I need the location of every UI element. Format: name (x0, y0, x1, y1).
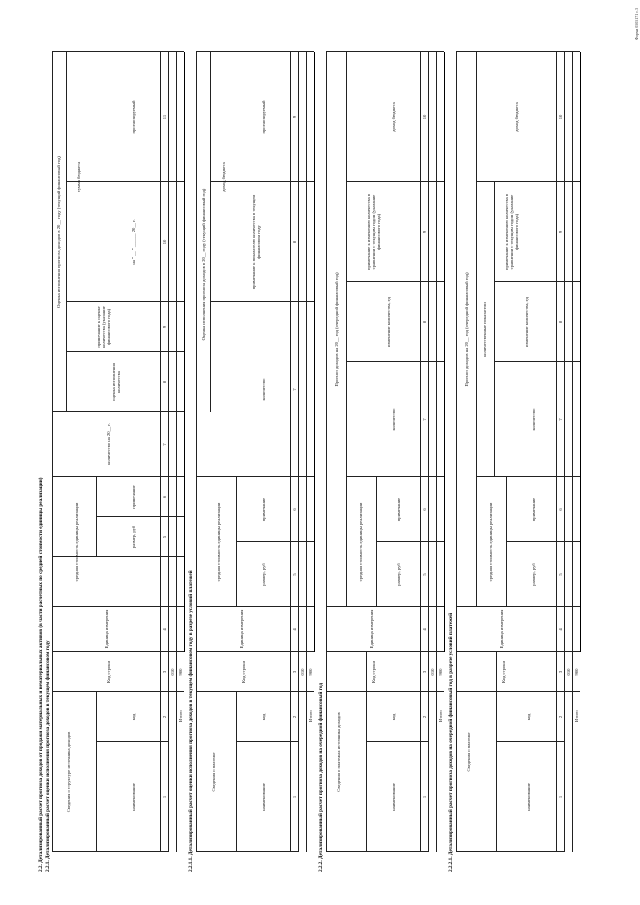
col-number: 4 (422, 628, 427, 631)
header-note: примечание (396, 497, 401, 522)
col-number: 8 (292, 240, 297, 244)
col-number: 1 (422, 795, 427, 799)
header-source: Сведения о платеже (466, 732, 471, 772)
header-avg-cost: средняя стоимость единицы реализации (488, 502, 493, 582)
col-number: 1 (162, 795, 167, 799)
header-size: размер, руб (261, 563, 266, 586)
header-change-note: примечание к изменению количества в сравнении с текущим годом (указание финансового года) (504, 194, 519, 270)
header-unit: Единица измерения (499, 609, 504, 649)
col-number: 9 (292, 115, 297, 119)
header-quantity: количество (391, 408, 396, 431)
header-forecast: Прогноз доходов на 20__ год (очередной финансовый год) (334, 272, 339, 387)
col-number: 6 (162, 495, 167, 499)
col-number: 2 (292, 715, 297, 719)
row-code: 010 (300, 668, 305, 676)
header-row-code: Код строки (241, 661, 246, 683)
col-number: 2 (162, 715, 167, 719)
col-number: 5 (162, 535, 167, 539)
row-code: 010 (430, 668, 435, 676)
total-label: Итого (178, 710, 183, 722)
col-number: 11 (162, 114, 167, 120)
header-note: примечание (531, 497, 536, 522)
header-name: наименование (391, 783, 396, 811)
header-avg-cost: средняя стоимость единицы реализации (74, 502, 79, 582)
header-date: на " __ " ______ 20__ г. (131, 219, 136, 265)
header-budget-sum: сумма бюджета (76, 161, 81, 193)
section-title: 2.2. Детализированный расчет прогноза доходов от продажи материальных и нематериальных активов (в части расчетных по средней стоимости единицы реализации) (38, 477, 44, 872)
header-unit: Единица измерения (239, 609, 244, 649)
rotated-content (36, 32, 596, 872)
header-row-code: Код строки (501, 661, 506, 683)
col-number: 10 (162, 239, 167, 245)
header-budget-income: доход бюджета (221, 162, 226, 192)
header-name: наименование (526, 783, 531, 811)
col-number: 3 (558, 670, 563, 674)
header-source: Сведения о структуре источника доходов (66, 731, 71, 813)
header-adjusted: прогнозируемый (131, 100, 136, 134)
header-estimate: Оценка исполнения прогноза доходов в 20__ году (текущий финансовый год) (201, 188, 206, 341)
col-number: 10 (422, 114, 427, 120)
form-code: Форма 0505171 с.3 (634, 8, 639, 41)
header-code: код (526, 713, 531, 721)
col-number: 4 (558, 628, 563, 631)
header-change-note: примечание к изменению количества в сравнении с текущим годом (указание финансового года) (366, 194, 381, 270)
header-quantity-group: количественные показатели (482, 302, 487, 357)
header-row-code: Код строки (106, 661, 111, 683)
col-number: 5 (292, 573, 297, 576)
header-forecast: Прогноз доходов на 20__ год (очередной финансовый год) (464, 272, 469, 387)
total-label: Итого (574, 710, 579, 722)
header-adjusted: прогнозируемый (261, 100, 266, 134)
col-number: 6 (422, 508, 427, 511)
col-number: 5 (558, 573, 563, 576)
header-source: Сведения о платежах источника доходов (336, 712, 341, 792)
col-number: 10 (558, 114, 563, 120)
section-subtitle: 2.2.1. Детализированный расчет оценки исполнения прогноза доходов в текущем финансовом году (45, 640, 51, 872)
col-number: 4 (162, 628, 167, 631)
header-estimate-note: примечание к оценке количества (указание финансового года) (96, 306, 111, 348)
section-title: 2.2.2.1. Детализированный расчет прогноза доходов на очередной финансовый год в разрезе условий платежей (448, 612, 454, 872)
section-title: 2.2.1.1. Детализированный расчет оценки исполнения прогноза доходов в текущем финансовом году в разрезе условий платежей (188, 570, 194, 872)
header-quantity: количество на 20__ г. (106, 423, 111, 465)
section-title: 2.2.2. Детализированный расчет прогноза доходов на очередной финансовый год (318, 683, 324, 872)
col-number: 6 (558, 508, 563, 511)
header-unit: Единица измерения (104, 609, 109, 649)
header-name: наименование (131, 783, 136, 811)
header-code: код (391, 713, 396, 721)
header-avg-cost: средняя стоимость единицы реализации (358, 502, 363, 582)
header-estimate: Оценка исполнения прогноза доходов в 20__ году (текущий финансовый год) (56, 156, 61, 308)
col-number: 5 (422, 573, 427, 576)
header-size: размер, руб (131, 525, 136, 549)
col-number: 7 (292, 388, 297, 391)
row-code: 010 (566, 668, 571, 676)
col-number: 8 (422, 320, 427, 324)
header-quantity-note: примечание к показателю количества в текущем финансовом году (251, 194, 261, 290)
header-code: код (261, 713, 266, 721)
header-estimate-quantity: оценка исполнения количества (111, 363, 121, 401)
col-number: 9 (162, 325, 167, 329)
col-number: 3 (292, 670, 297, 674)
total-code: 900 (438, 668, 443, 676)
col-number: 2 (558, 715, 563, 719)
col-number: 2 (422, 715, 427, 719)
header-quantity: количество (261, 378, 266, 401)
header-quantity-change: изменение количества, ед (524, 297, 529, 348)
header-avg-cost: средняя стоимость единицы реализации (216, 502, 221, 582)
col-number: 9 (422, 230, 427, 234)
header-note: примечание (131, 485, 136, 509)
header-budget-income: доход бюджета (514, 102, 519, 132)
col-number: 8 (162, 380, 167, 384)
row-code: 010 (170, 668, 175, 676)
header-quantity-change: изменение количества, ед (386, 297, 391, 348)
header-name: наименование (261, 783, 266, 811)
header-size: размер, руб (396, 563, 401, 586)
col-number: 1 (558, 795, 563, 799)
col-number: 3 (422, 670, 427, 674)
header-unit: Единица измерения (369, 609, 374, 649)
total-code: 900 (178, 668, 183, 676)
col-number: 6 (292, 508, 297, 511)
header-quantity: количество (531, 408, 536, 431)
col-number: 3 (162, 670, 167, 674)
header-code: код (131, 713, 136, 721)
total-label: Итого (438, 710, 443, 722)
col-number: 4 (292, 628, 297, 631)
header-source: Сведения о платеже (211, 752, 216, 792)
header-row-code: Код строки (371, 661, 376, 683)
col-number: 7 (162, 443, 167, 446)
header-budget-income: доход бюджета (391, 102, 396, 132)
col-number: 9 (558, 230, 563, 234)
col-number: 1 (292, 795, 297, 799)
header-note: примечание (261, 497, 266, 522)
total-code: 900 (574, 668, 579, 676)
col-number: 7 (558, 418, 563, 421)
col-number: 7 (422, 418, 427, 421)
col-number: 8 (558, 320, 563, 324)
total-code: 900 (308, 668, 313, 676)
total-label: Итого (308, 710, 313, 722)
header-size: размер, руб (531, 563, 536, 586)
